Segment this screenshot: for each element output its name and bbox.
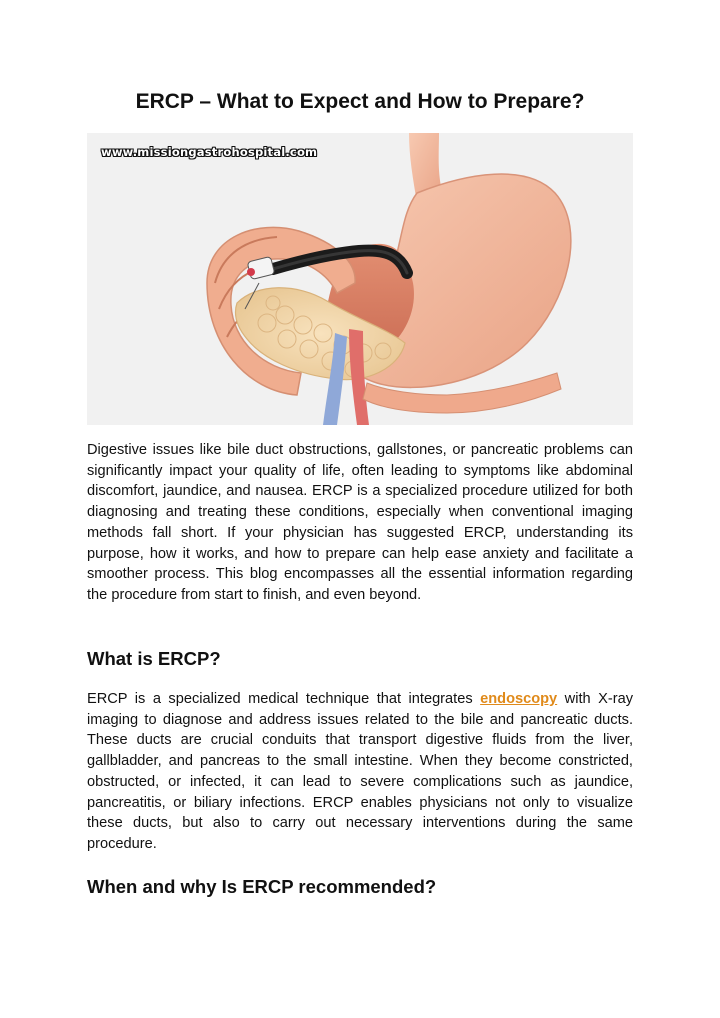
intro-paragraph: Digestive issues like bile duct obstructions, gallstones, or pancreatic problems can significantly impact your quality of life, often leading to symptoms like abdominal discomfort, jaundice, and nausea. ERCP is a specialized procedure utilized for both diagnosing and treating these conditions, especially when conventional imaging methods fall short. If your physician has suggested ERCP, understanding its purpose, how it works, and how to prepare can help ease anxiety and facilitate a smoother process. This blog encompasses all the essential information regarding the procedure from start to finish, and even beyond. — [87, 442, 633, 603]
anatomy-drawing — [87, 133, 633, 425]
what-is-ercp-paragraph — [87, 689, 633, 855]
endoscopy-link[interactable]: endoscopy — [480, 691, 558, 707]
page-title: ERCP – What to Expect and How to Prepare? — [135, 90, 585, 113]
section-heading-what-is-ercp: What is ERCP? — [87, 648, 221, 669]
paragraph-text-start: ERCP is a specialized medical technique that integrates — [87, 691, 481, 707]
ercp-illustration — [87, 133, 633, 425]
figure-watermark: www.missiongastrohospital.com — [101, 145, 318, 159]
section-heading-when-why: When and why Is ERCP recommended? — [87, 876, 437, 897]
paragraph-text-end: with X-ray imaging to diagnose and address issues related to the bile and pancreatic ducts. These ducts are crucial conduits that transport digestive fluids from the liver, gallbladder, and pancreas to the small intestine. When they become constricted, obstructed, or infected, it can lead to severe complications such as jaundice, pancreatitis, or biliary infections. ERCP enables physicians not only to visualize these ducts, but also to carry out necessary interventions during the same procedure. — [87, 691, 633, 852]
